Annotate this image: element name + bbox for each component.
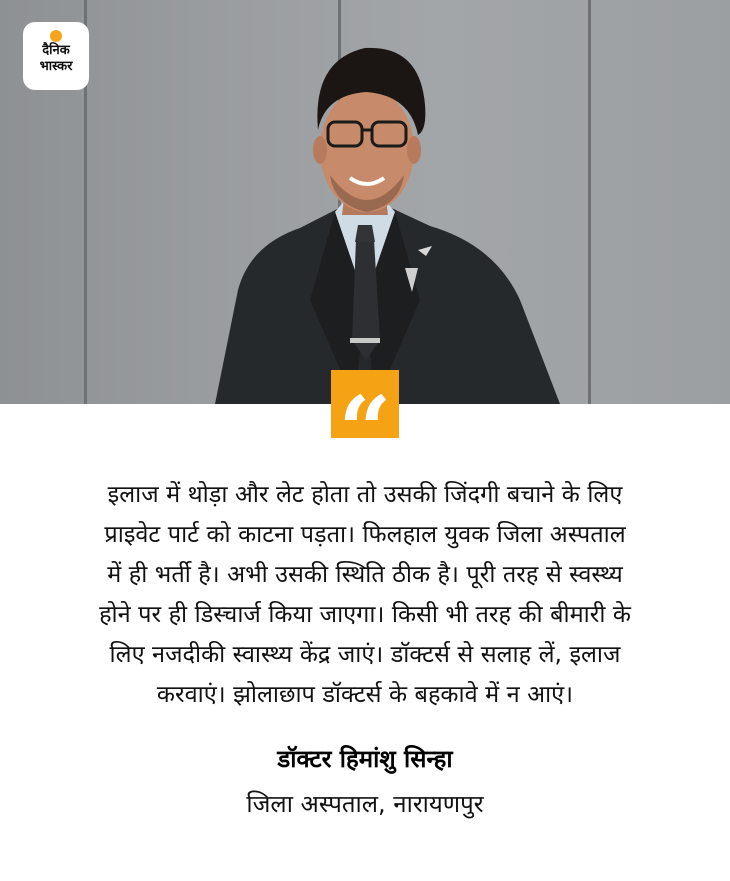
quote-mark-icon: “: [331, 370, 399, 438]
quote-line: करवाएं। झोलाछाप डॉक्टर्स के बहकावे में न आएं।: [156, 680, 574, 708]
quote-text: [12, 474, 718, 714]
dainik-bhaskar-logo: [23, 22, 89, 90]
quote-line: प्राइवेट पार्ट को काटना पड़ता। फिलहाल युवक जिला अस्पताल: [104, 520, 626, 548]
sun-icon: [50, 30, 62, 42]
logo-text-line2: भास्कर: [39, 59, 73, 74]
quote-line: लिए नजदीकी स्वास्थ्य केंद्र जाएं। डॉक्टर्स से सलाह लें, इलाज: [109, 640, 621, 668]
portrait-photo: [0, 0, 730, 404]
quote-line: होने पर ही डिस्चार्ज किया जाएगा। किसी भी तरह की बीमारी के: [99, 600, 631, 628]
logo-text-line1: दैनिक: [42, 43, 70, 58]
quote-line: इलाज में थोड़ा और लेट होता तो उसकी जिंदगी बचाने के लिए: [107, 480, 623, 508]
person-illustration: [0, 0, 730, 404]
author-designation: जिला अस्पताल, नारायणपुर: [246, 790, 484, 818]
quote-line: में ही भर्ती है। अभी उसकी स्थिति ठीक है। पूरी तरह से स्वस्थ्य: [107, 560, 623, 588]
author-name: डॉक्टर हिमांशु सिन्हा: [277, 745, 453, 773]
